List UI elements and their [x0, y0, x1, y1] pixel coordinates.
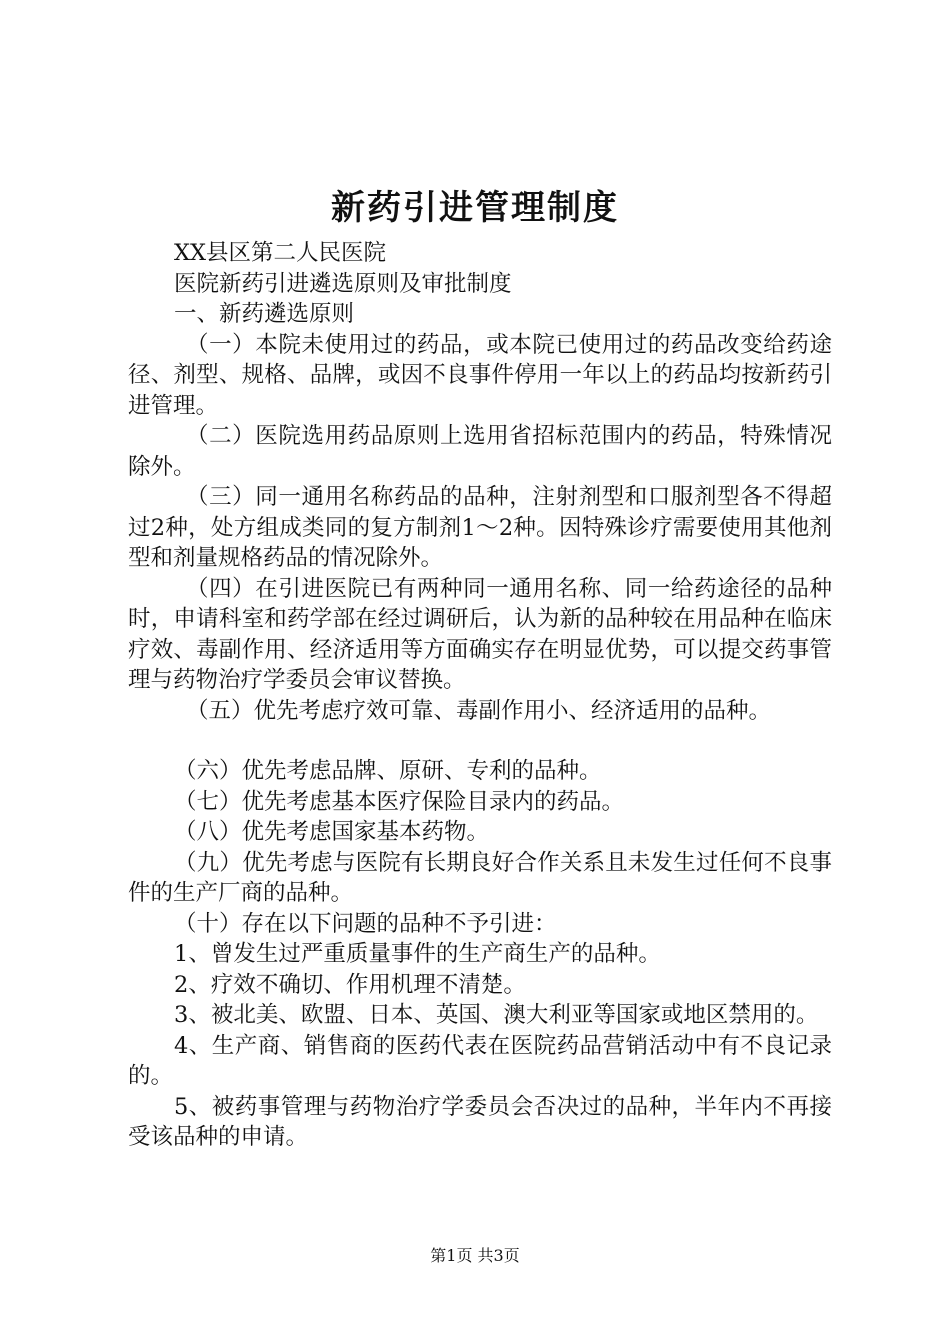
- list-item: 3、被北美、欧盟、日本、英国、澳大利亚等国家或地区禁用的。: [174, 1002, 819, 1028]
- spacer: [128, 726, 832, 756]
- paragraph: （十）存在以下问题的品种不予引进：: [174, 910, 557, 937]
- paragraph: （七）优先考虑基本医疗保险目录内的药品。: [174, 788, 625, 815]
- paragraph: （二）医院选用药品原则上选用省招标范围内的药品，特殊情况除外。: [128, 423, 832, 480]
- paragraph: （三）同一通用名称药品的品种，注射剂型和口服剂型各不得超过2种，处方组成类同的复方制剂1～2种。因特殊诊疗需要使用其他剂型和剂量规格药品的情况除外。: [128, 484, 832, 571]
- paragraph: （六）优先考虑品牌、原研、专利的品种。: [174, 758, 602, 784]
- hospital-name: XX县区第二人民医院: [174, 240, 387, 266]
- section-heading: 一、新药遴选原则: [174, 301, 355, 327]
- paragraph: （四）在引进医院已有两种同一通用名称、同一给药途径的品种时，申请科室和药学部在经过调研后，认为新的品种较在用品种在临床疗效、毒副作用、经济适用等方面确实存在明显优势，可以提交药事管理与药物治疗学委员会审议替换。: [128, 575, 832, 693]
- document-title: 新药引进管理制度: [331, 188, 619, 228]
- paragraph: （五）优先考虑疗效可靠、毒副作用小、经济适用的品种。: [186, 697, 772, 724]
- subtitle: 医院新药引进遴选原则及审批制度: [174, 270, 512, 297]
- paragraph: （九）优先考虑与医院有长期良好合作关系且未发生过任何不良事件的生产厂商的品种。: [128, 849, 832, 906]
- paragraph: （一）本院未使用过的药品，或本院已使用过的药品改变给药途径、剂型、规格、品牌，或因不良事件停用一年以上的药品均按新药引进管理。: [128, 331, 832, 419]
- list-item: 1、曾发生过严重质量事件的生产商生产的品种。: [174, 941, 661, 967]
- document-body: [128, 238, 832, 1153]
- page-number: 第1页 共3页: [430, 1246, 520, 1265]
- list-item: 2、疗效不确切、作用机理不清楚。: [174, 971, 526, 998]
- paragraph: （八）优先考虑国家基本药物。: [174, 819, 490, 845]
- list-item: 4、生产商、销售商的医药代表在医院药品营销活动中有不良记录的。: [128, 1032, 832, 1089]
- list-item: 5、被药事管理与药物治疗学委员会否决过的品种，半年内不再接受该品种的申请。: [128, 1093, 832, 1150]
